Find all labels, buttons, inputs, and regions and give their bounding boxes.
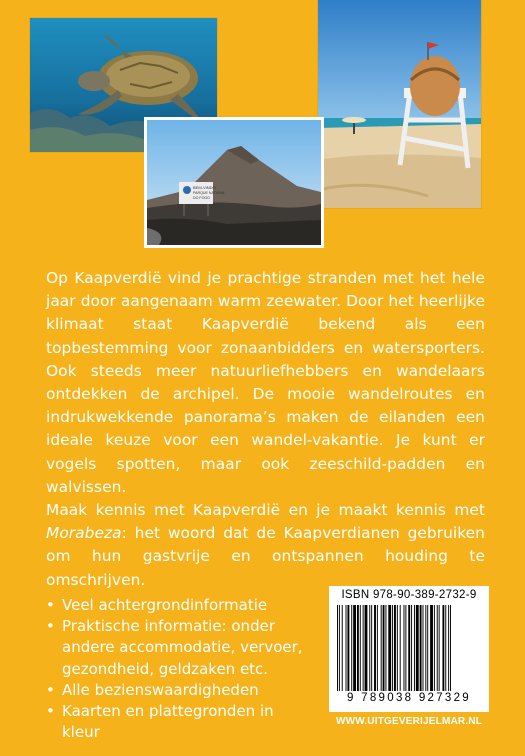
bullet-icon: • (46, 680, 55, 699)
feature-label: Veel achtergrondinformatie (62, 596, 268, 614)
feature-label: Alle bezienswaardigheden (62, 680, 259, 699)
barcode-digits: 9 789038 927329 (346, 692, 472, 704)
paragraph-2-start: Maak kennis met Kaapverdië en je maakt kennis met (46, 501, 485, 520)
feature-item (46, 701, 306, 743)
paragraph-2-end: : het woord dat de Kaapverdianen gebruiken om hun gastvrije en ontspannen houding te omschrijven. (46, 524, 485, 589)
beach-lifeguard-photo (318, 0, 481, 208)
feature-label: Kaarten en plattegronden in kleur (62, 702, 274, 742)
feature-item (46, 595, 306, 616)
isbn-label: ISBN 978-90-389-2732-9 (341, 589, 477, 601)
bullet-icon: • (46, 617, 55, 636)
barcode-bars (335, 605, 483, 691)
feature-label: Praktische informatie: onder andere accommodatie, vervoer, gezondheid, geldzaken etc. (62, 617, 303, 678)
bullet-icon: • (46, 596, 55, 614)
bullet-icon: • (46, 702, 55, 721)
sign-line-2: PARQUE NATURAL (193, 191, 226, 195)
feature-item (46, 616, 306, 680)
description-paragraph-1: Op Kaapverdië vind je prachtige stranden met het hele jaar door aangenaam warm zeewater. Door het heerlijke klimaat staat Kaapverdië bekend als een topbestemming voor zonaanbidders en watersporters. Ook steeds meer natuurliefhebbers en wandelaars ontdekken de archipel. De mooie wandelroutes en indrukwekkende panorama’s maken de eilanden een ideale keuze voor een wandel-vakantie. Je kunt er vogels spotten, maar ook zeeschild-padden en walvissen. (46, 269, 485, 496)
volcano-park-photo (147, 120, 321, 245)
description-paragraph-2 (46, 499, 485, 592)
description-text (46, 267, 485, 592)
feature-item (46, 680, 306, 701)
sign-line-3: DO FOGO (193, 196, 210, 200)
isbn-barcode (329, 586, 489, 712)
publisher-website: WWW.UITGEVERIJELMAR.NL (335, 716, 483, 727)
sign-line-1: BEM-VINDO (193, 185, 216, 190)
morabeza-word: Morabeza (46, 524, 122, 543)
feature-list (46, 595, 306, 743)
